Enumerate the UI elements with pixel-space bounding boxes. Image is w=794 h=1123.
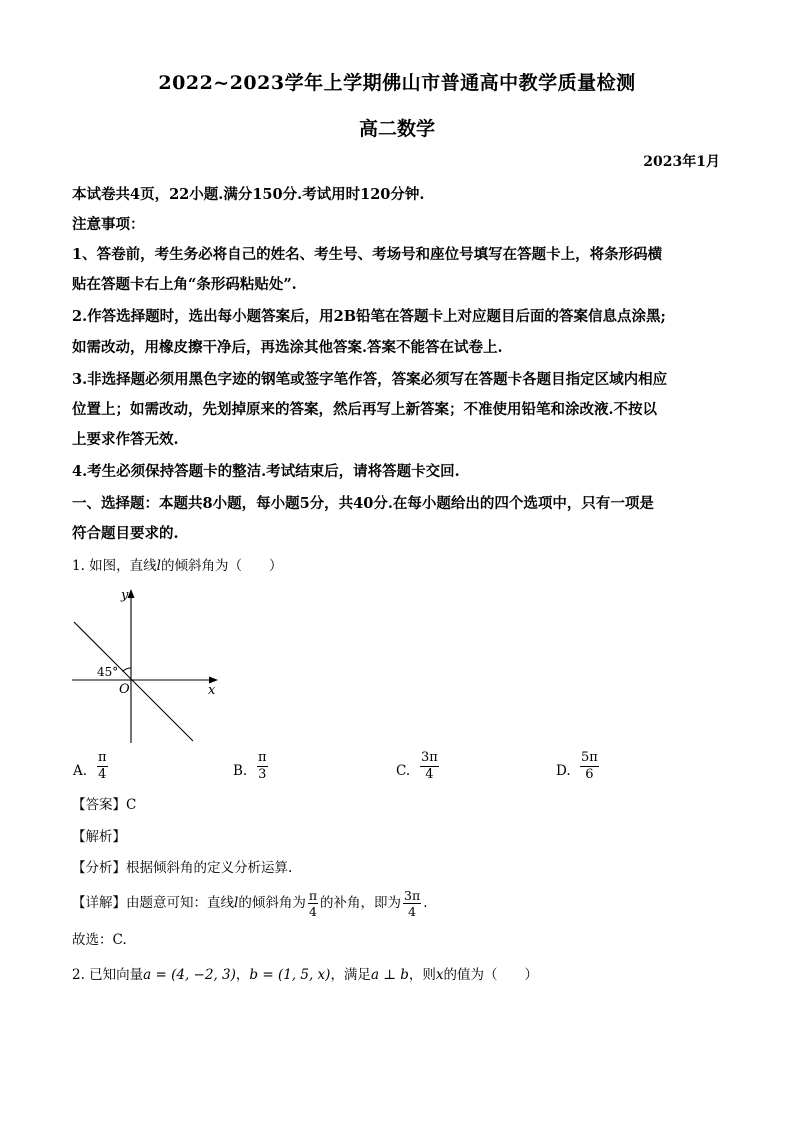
exam-page: 2022~2023学年上学期佛山市普通高中教学质量检测 高二数学 2023年1月 本试卷共4页，22小题.满分150分.考试用时120分钟. 注意事项： 1、答卷前，考生务必将自己的姓名、考生号、考场号和座位号填写在答题卡上，将条形码横 贴在答题卡右上角“条形码粘贴处”. 2.作答选择题时，选出每小题答案后，用2B铅笔在答题卡上对应题目后面的答案信息点涂黑; 如需改动，用橡皮擦干净后，再选涂其他答案.答案不能答在试卷上. 3.非选择题必须用黑色字迹的钢笔或签字笔作答，答案必须写在答题卡各题目指定区域内相应 位置上；如需改动，先划掉原来的答案，然后再写上新答案；不准使用铅笔和涂改液.不按以 上要求作答无效. 4.考生必须保持答题卡的整洁.考试结束后，请将答题卡交回. 一、选择题：本题共8小题，每小题5分，共40分.在每小题给出的四个选项中，只有一项是 符合题目要求的. 1. 如图，直线l的倾斜角为（ ） y x O 45° A. $\frac{\pi}{4}$ B. $\frac{\pi}{3}$ C. $\frac{3\pi}{4}$ D. $\frac{5\pi}{6}$ 【答案】C 【解析】 【分析】根据倾斜角的定义分析运算. 【详解】由题意可知：直线l的倾斜角为 $\frac{\pi}{4}$ 的补角，即为 $\frac{3\pi}{4}$ . 故选：C. 2. 已知向量a = (4, −2, 3)，b = (1, 5, x)，满足a ⊥ b，则x的值为（ ） [0, 0, 794, 1123]
x-axis-label: x [208, 683, 216, 698]
section-heading-line-2: 符合题目要求的. [72, 525, 179, 542]
choose-line: 故选：C. [72, 932, 127, 948]
notice-line-3: 2.作答选择题时，选出每小题答案后，用2B铅笔在答题卡上对应题目后面的答案信息点涂黑; [72, 308, 666, 325]
origin-label: O [119, 682, 130, 697]
question-1-stem: 1. 如图，直线l的倾斜角为（ ） [72, 558, 283, 574]
question-2-stem: 2. 已知向量a = (4, −2, 3)，b = (1, 5, x)，满足a ⊥ b，则x的值为（ ） [72, 967, 539, 983]
exam-title: 2022~2023学年上学期佛山市普通高中教学质量检测 [158, 72, 636, 94]
notice-line-2: 贴在答题卡右上角“条形码粘贴处”. [72, 276, 297, 293]
exam-date: 2023年1月 [643, 154, 720, 170]
analysis-heading: 【解析】 [72, 829, 126, 845]
angle-label: 45° [97, 665, 119, 679]
notice-line-4: 如需改动，用橡皮擦干净后，再选涂其他答案.答案不能答在试卷上. [72, 339, 503, 356]
y-axis-label: y [121, 588, 129, 603]
exam-subject: 高二数学 [358, 118, 435, 140]
notice-line-8: 4.考生必须保持答题卡的整洁.考试结束后，请将答题卡交回. [72, 463, 460, 480]
question-1-figure [60, 585, 230, 745]
answer-line: 【答案】C [72, 797, 137, 813]
notice-line-6: 位置上；如需改动，先划掉原来的答案，然后再写上新答案；不准使用铅笔和涂改液.不按以 [72, 401, 658, 418]
notice-line-1: 1、答卷前，考生务必将自己的姓名、考生号、考场号和座位号填写在答题卡上，将条形码横 [72, 246, 663, 263]
notice-line-7: 上要求作答无效. [72, 431, 179, 448]
notice-line-5: 3.非选择题必须用黑色字迹的钢笔或签字笔作答，答案必须写在答题卡各题目指定区域内相应 [72, 371, 668, 388]
notice-heading: 注意事项： [72, 216, 145, 233]
y-axis [128, 589, 135, 743]
analysis-detail: 【详解】由题意可知：直线l的倾斜角为 $\frac{\pi}{4}$ 的补角，即为 $\frac{3\pi}{4}$ . [72, 888, 428, 919]
analysis-summary: 【分析】根据倾斜角的定义分析运算. [72, 860, 293, 876]
angle-arc [123, 668, 132, 672]
exam-intro: 本试卷共4页，22小题.满分150分.考试用时120分钟. [72, 186, 425, 203]
x-axis [72, 677, 218, 684]
line-l [74, 622, 193, 741]
section-heading-line-1: 一、选择题：本题共8小题，每小题5分，共40分.在每小题给出的四个选项中，只有一项是 [72, 495, 654, 512]
